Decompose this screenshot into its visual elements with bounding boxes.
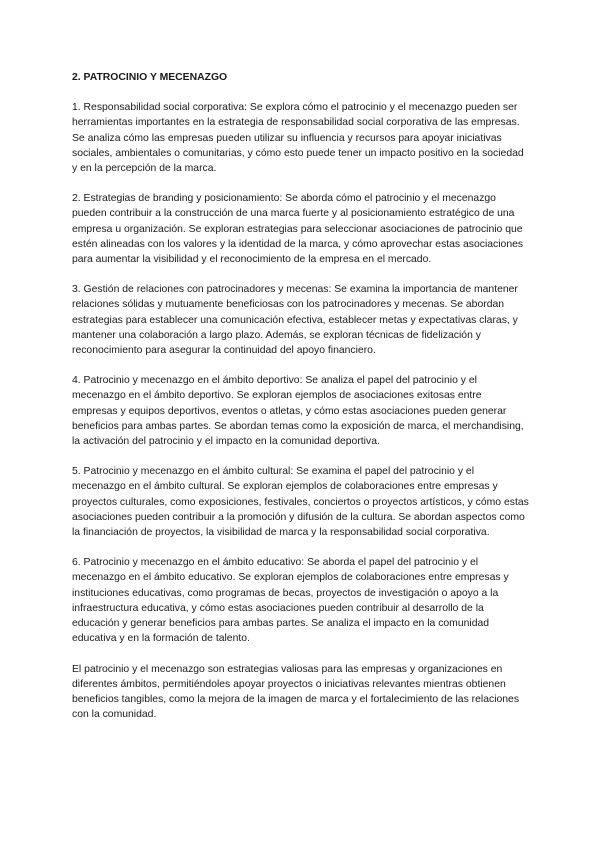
- paragraph-gestion-relaciones: 3. Gestión de relaciones con patrocinadores y mecenas: Se examina la importancia de mantener relaciones sólidas y mutuamente beneficiosas con los patrocinadores y mecenas. Se abordan estrategias para establecer una comunicación efectiva, establecer metas y expectativas claras, y mantener una colaboración a largo plazo. Además, se exploran técnicas de fidelización y reconocimiento para asegurar la continuidad del apoyo financiero.: [72, 284, 518, 357]
- paragraph-ambito-deportivo: 4. Patrocinio y mecenazgo en el ámbito deportivo: Se analiza el papel del patrocinio y el mecenazgo en el ámbito deportivo. Se exploran ejemplos de asociaciones exitosas entre empresas y equipos deportivos, eventos o atletas, y cómo estas asociaciones pueden generar beneficios para ambas partes. Se abordan temas como la exposición de marca, el merchandising, la activación del patrocinio y el impacto en la comunidad deportiva.: [72, 375, 524, 448]
- section-heading: 2. PATROCINIO Y MECENAZGO: [72, 72, 228, 83]
- paragraph-responsabilidad-social: 1. Responsabilidad social corporativa: Se explora cómo el patrocinio y el mecenazgo pueden ser herramientas importantes en la estrategia de responsabilidad social corporativa de las empresas. Se analiza cómo las empresas pueden utilizar su influencia y recursos para apoyar iniciativas sociales, ambientales o comunitarias, y cómo esto puede tener un impacto positivo en la sociedad y en la percepción de la marca.: [72, 102, 524, 175]
- paragraph-ambito-cultural: 5. Patrocinio y mecenazgo en el ámbito cultural: Se examina el papel del patrocinio y el mecenazgo en el ámbito cultural. Se exploran ejemplos de colaboraciones entre empresas y proyectos culturales, como exposiciones, festivales, conciertos o proyectos artísticos, y cómo estas asociaciones pueden contribuir a la promoción y difusión de la cultura. Se abordan aspectos como la financiación de proyectos, la visibilidad de marca y la responsabilidad social corporativa.: [72, 466, 529, 539]
- paragraph-conclusion: El patrocinio y el mecenazgo son estrategias valiosas para las empresas y organizaciones en diferentes ámbitos, permitiéndoles apoyar proyectos o iniciativas relevantes mientras obtienen beneficios tangibles, como la mejora de la imagen de marca y el fortalecimiento de las relaciones con la comunidad.: [72, 663, 520, 721]
- paragraph-branding-posicionamiento: 2. Estrategias de branding y posicionamiento: Se aborda cómo el patrocinio y el mecenazgo pueden contribuir a la construcción de una marca fuerte y al posicionamiento estratégico de una empresa u organización. Se exploran estrategias para seleccionar asociaciones de patrocinio que estén alineadas con los valores y la identidad de la marca, y cómo aprovechar estas asociaciones para aumentar la visibilidad y el reconocimiento de la empresa en el mercado.: [72, 193, 524, 266]
- document-page: [72, 70, 530, 737]
- paragraph-ambito-educativo: 6. Patrocinio y mecenazgo en el ámbito educativo: Se aborda el papel del patrocinio y el mecenazgo en el ámbito educativo. Se exploran ejemplos de colaboraciones entre empresas y instituciones educativas, como programas de becas, proyectos de investigación o apoyo a la infraestructura educativa, y cómo estas asociaciones pueden contribuir al desarrollo de la educación y generar beneficios para ambas partes. Se analiza el impacto en la comunidad educativa y en la formación de talento.: [72, 557, 509, 645]
